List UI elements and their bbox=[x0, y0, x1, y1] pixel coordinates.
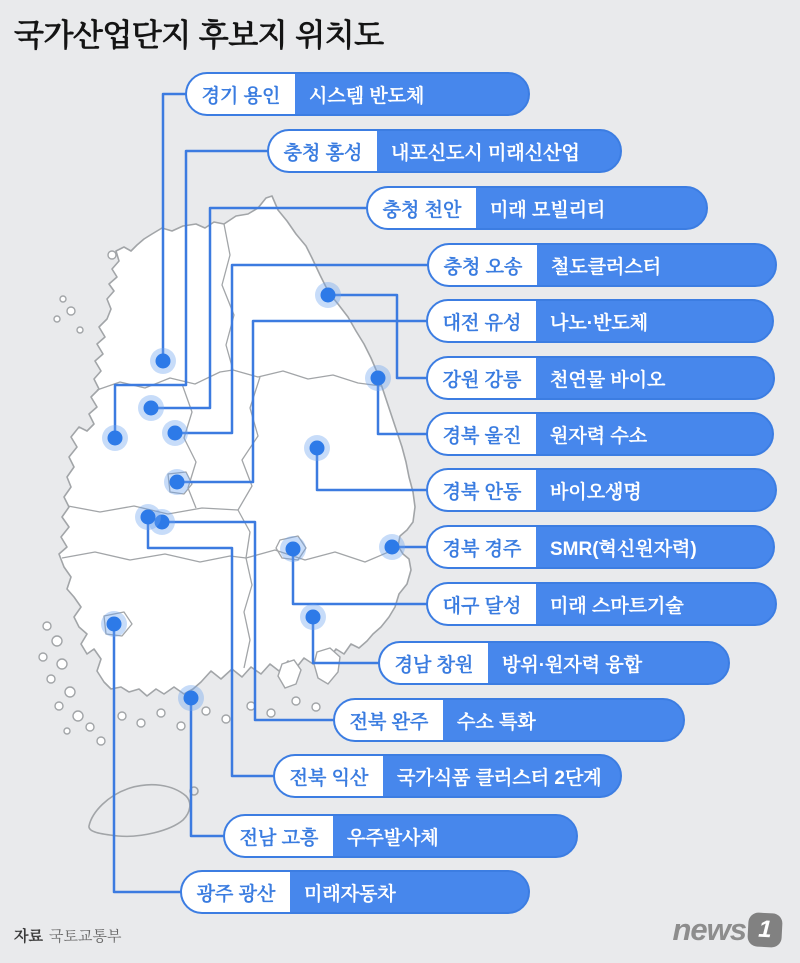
news1-logo bbox=[672, 912, 782, 948]
industry-label: SMR(혁신원자력) bbox=[550, 538, 697, 560]
region-badge: 강원 강릉 bbox=[428, 358, 536, 398]
region-badge: 충청 홍성 bbox=[269, 131, 377, 171]
industry-label: 우주발사체 bbox=[347, 827, 439, 849]
industry-label: 수소 특화 bbox=[457, 711, 536, 733]
region-badge: 충청 오송 bbox=[429, 245, 537, 285]
industry-label: 국가식품 클러스터 2단계 bbox=[397, 767, 602, 789]
industry-label: 방위·원자력 융합 bbox=[502, 654, 643, 676]
region-badge: 대전 유성 bbox=[428, 301, 536, 341]
page-title: 국가산업단지 후보지 위치도 bbox=[14, 18, 384, 53]
region-badge: 경북 울진 bbox=[428, 414, 536, 454]
industry-label: 미래 모빌리티 bbox=[490, 199, 606, 221]
region-badge: 전남 고흥 bbox=[225, 816, 333, 856]
location-pill-iksan bbox=[273, 754, 622, 798]
industry-label: 원자력 수소 bbox=[550, 425, 648, 447]
location-pill-cheonan bbox=[366, 186, 708, 230]
industry-label: 미래자동차 bbox=[304, 883, 396, 905]
location-pill-dalseong bbox=[426, 582, 777, 626]
region-badge: 충청 천안 bbox=[368, 188, 476, 228]
location-pill-yuseong bbox=[426, 299, 774, 343]
location-pill-gyeongju bbox=[426, 525, 775, 569]
source-label: 자료 bbox=[14, 928, 43, 945]
region-badge: 광주 광산 bbox=[182, 872, 290, 912]
source-credit bbox=[14, 925, 121, 946]
location-pill-osong bbox=[427, 243, 777, 287]
region-badge: 경북 안동 bbox=[428, 470, 536, 510]
location-pill-hongseong bbox=[267, 129, 622, 173]
location-pill-andong bbox=[426, 468, 777, 512]
industry-label: 천연물 바이오 bbox=[550, 369, 666, 391]
industry-label: 나노·반도체 bbox=[550, 312, 649, 334]
industry-label: 내포신도시 미래신산업 bbox=[391, 142, 580, 164]
industry-label: 철도클러스터 bbox=[551, 256, 662, 278]
region-badge: 경기 용인 bbox=[187, 74, 295, 114]
region-badge: 전북 완주 bbox=[335, 700, 443, 740]
location-pill-goheung bbox=[223, 814, 578, 858]
location-pill-changwon bbox=[378, 641, 730, 685]
location-pill-uljin bbox=[426, 412, 774, 456]
region-badge: 대구 달성 bbox=[428, 584, 536, 624]
location-pill-gwangsan bbox=[180, 870, 530, 914]
jeju-island bbox=[89, 785, 198, 837]
news1-wordmark: news bbox=[672, 912, 746, 947]
location-pill-wanju bbox=[333, 698, 685, 742]
region-badge: 경북 경주 bbox=[428, 527, 536, 567]
source-value: 국토교통부 bbox=[48, 928, 122, 945]
location-pill-yongin bbox=[185, 72, 530, 116]
region-badge: 전북 익산 bbox=[275, 756, 383, 796]
location-pill-gangneung bbox=[426, 356, 775, 400]
industry-label: 바이오생명 bbox=[550, 481, 642, 503]
industry-label: 시스템 반도체 bbox=[309, 85, 425, 107]
industry-label: 미래 스마트기술 bbox=[550, 595, 684, 617]
region-badge: 경남 창원 bbox=[380, 643, 488, 683]
news1-badge: 1 bbox=[747, 912, 783, 948]
